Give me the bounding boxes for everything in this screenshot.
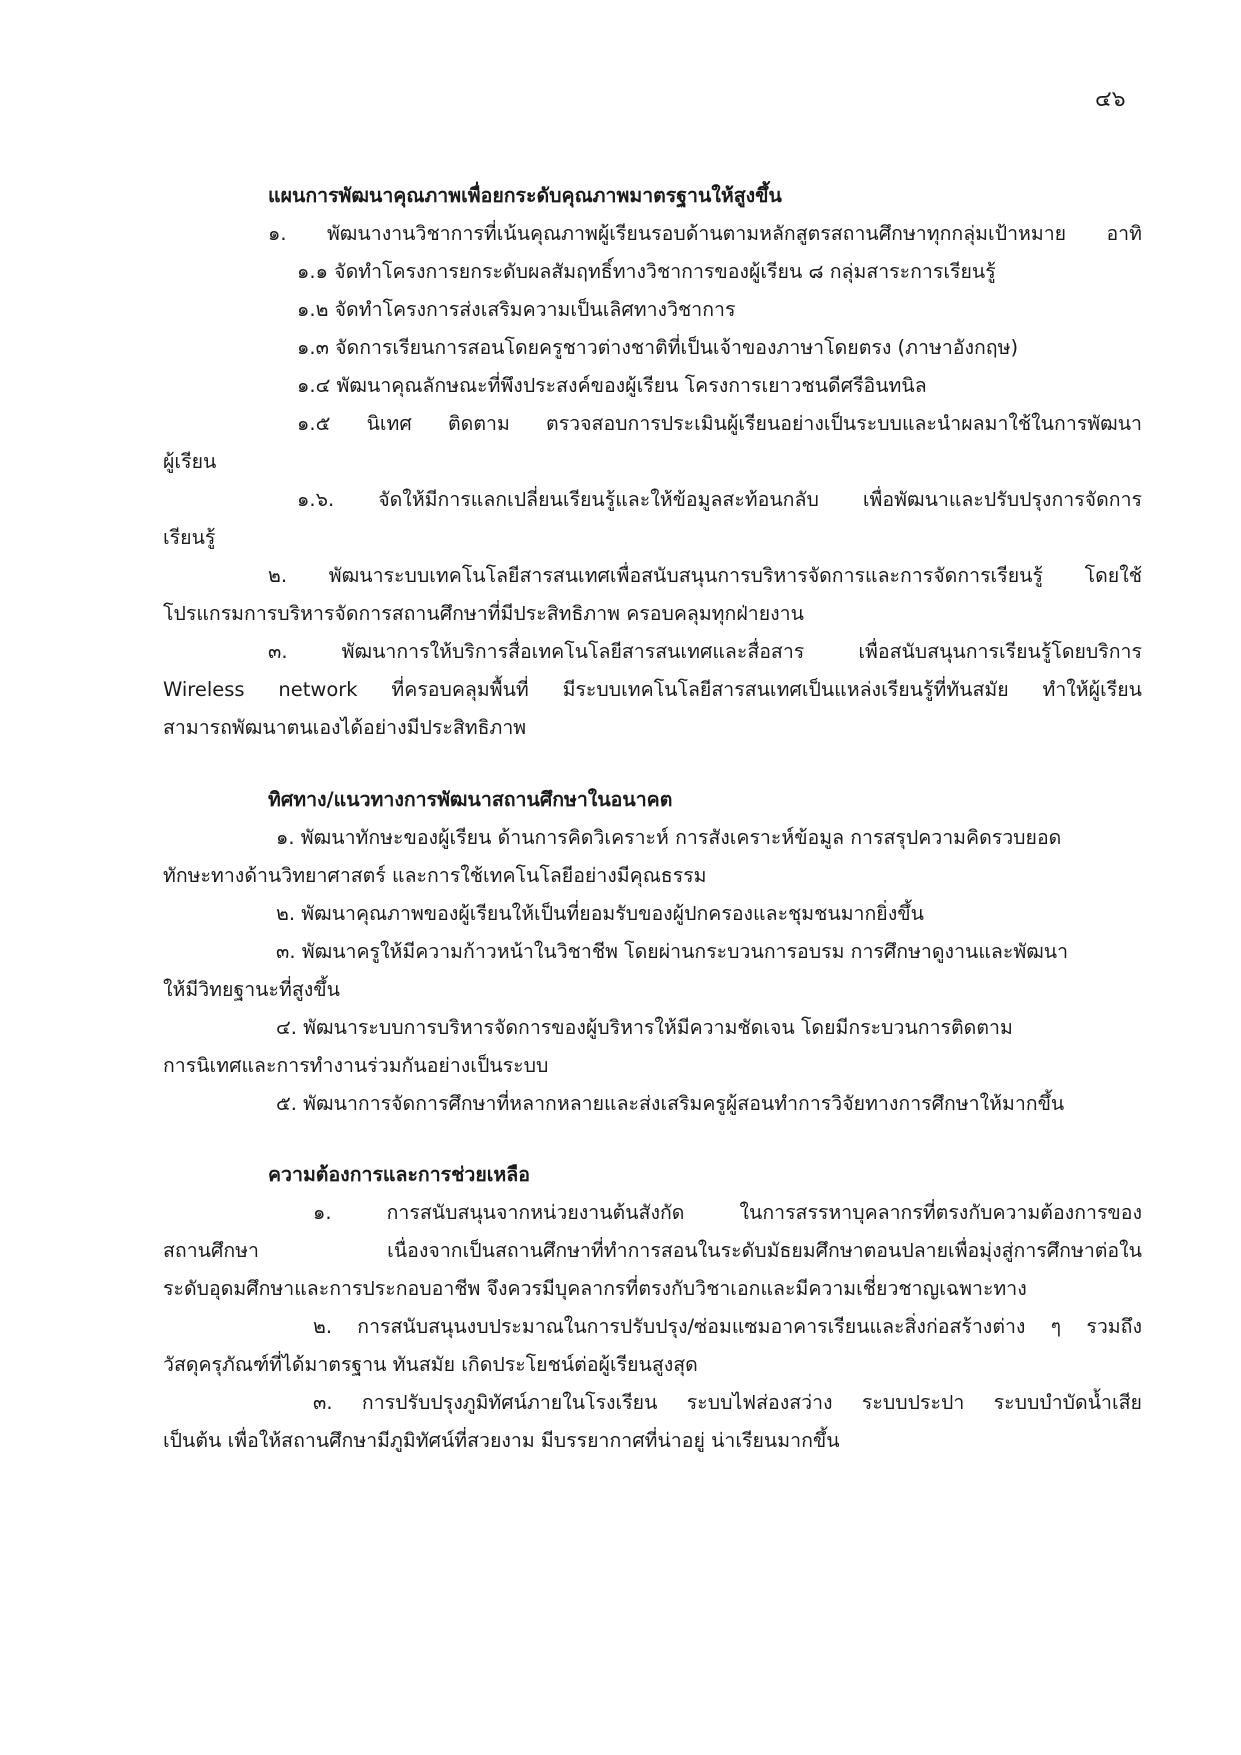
paragraph-line: ๒. การสนับสนุนงบประมาณในการปรับปรุง/ซ่อมแซมอาคารเรียนและสิ่งก่อสร้างต่าง ๆ รวมถึง bbox=[313, 1315, 1142, 1338]
paragraph-line: ๑.๒ จัดทำโครงการส่งเสริมความเป็นเลิศทางวิชาการ bbox=[297, 298, 736, 321]
paragraph-line: การนิเทศและการทำงานร่วมกันอย่างเป็นระบบ bbox=[163, 1054, 549, 1077]
paragraph-line: ๒. พัฒนาคุณภาพของผู้เรียนให้เป็นที่ยอมรับของผู้ปกครองและชุมชนมากยิ่งขึ้น bbox=[276, 902, 924, 925]
section-heading-future-direction: ทิศทาง/แนวทางการพัฒนาสถานศึกษาในอนาคต bbox=[268, 788, 673, 811]
paragraph-line: ๒. พัฒนาระบบเทคโนโลยีสารสนเทศเพื่อสนับสนุนการบริหารจัดการและการจัดการเรียนรู้ โดยใช้ bbox=[268, 564, 1142, 587]
paragraph-line: ๓. พัฒนาครูให้มีความก้าวหน้าในวิชาชีพ โดยผ่านกระบวนการอบรม การศึกษาดูงานและพัฒนา bbox=[276, 940, 1069, 963]
paragraph-line: สถานศึกษา เนื่องจากเป็นสถานศึกษาที่ทำการสอนในระดับมัธยมศึกษาตอนปลายเพื่อมุ่งสู่การศึกษาต่อใน bbox=[163, 1239, 1142, 1262]
paragraph-line: โปรแกรมการบริหารจัดการสถานศึกษาที่มีประสิทธิภาพ ครอบคลุมทุกฝ่ายงาน bbox=[163, 602, 804, 625]
paragraph-line: ทักษะทางด้านวิทยาศาสตร์ และการใช้เทคโนโลยีอย่างมีคุณธรรม bbox=[163, 864, 707, 887]
paragraph-line: ๑. พัฒนาทักษะของผู้เรียน ด้านการคิดวิเคราะห์ การสังเคราะห์ข้อมูล การสรุปความคิดรวบยอด bbox=[276, 826, 1062, 849]
paragraph-line: ระดับอุดมศึกษาและการประกอบอาชีพ จึงควรมีบุคลากรที่ตรงกับวิชาเอกและมีความเชี่ยวชาญเฉพาะทาง bbox=[163, 1277, 1027, 1300]
paragraph-line: ๑. พัฒนางานวิชาการที่เน้นคุณภาพผู้เรียนรอบด้านตามหลักสูตรสถานศึกษาทุกกลุ่มเป้าหมาย อาทิ bbox=[268, 222, 1142, 245]
section-heading-development-plan: แผนการพัฒนาคุณภาพเพื่อยกระดับคุณภาพมาตรฐานให้สูงขึ้น bbox=[268, 184, 782, 207]
paragraph-line: Wireless network ที่ครอบคลุมพื้นที่ มีระบบเทคโนโลยีสารสนเทศเป็นแหล่งเรียนรู้ที่ทันสมัย ทำให้ผู้เรียน bbox=[163, 678, 1142, 701]
paragraph-line: ๓. พัฒนาการให้บริการสื่อเทคโนโลยีสารสนเทศและสื่อสาร เพื่อสนับสนุนการเรียนรู้โดยบริการ bbox=[268, 640, 1142, 663]
paragraph-line: ๔. พัฒนาระบบการบริหารจัดการของผู้บริหารให้มีความชัดเจน โดยมีกระบวนการติดตาม bbox=[276, 1016, 1013, 1039]
paragraph-line: ๑.๔ พัฒนาคุณลักษณะที่พึงประสงค์ของผู้เรียน โครงการเยาวชนดีศรีอินทนิล bbox=[297, 374, 927, 397]
paragraph-line: เรียนรู้ bbox=[163, 526, 216, 549]
paragraph-line: ๕. พัฒนาการจัดการศึกษาที่หลากหลายและส่งเสริมครูผู้สอนทำการวิจัยทางการศึกษาให้มากขึ้น bbox=[276, 1092, 1065, 1115]
paragraph-line: วัสดุครุภัณฑ์ที่ได้มาตรฐาน ทันสมัย เกิดประโยชน์ต่อผู้เรียนสูงสุด bbox=[163, 1353, 698, 1376]
paragraph-line: สามารถพัฒนาตนเองได้อย่างมีประสิทธิภาพ bbox=[163, 716, 527, 739]
paragraph-line: ๑. การสนับสนุนจากหน่วยงานต้นสังกัด ในการสรรหาบุคลากรที่ตรงกับความต้องการของ bbox=[313, 1201, 1142, 1224]
paragraph-line: ให้มีวิทยฐานะที่สูงขึ้น bbox=[163, 978, 340, 1001]
page-number: ๔๖ bbox=[1095, 87, 1126, 112]
paragraph-line: ผู้เรียน bbox=[163, 450, 217, 473]
paragraph-line: ๑.๖. จัดให้มีการแลกเปลี่ยนเรียนรู้และให้ข้อมูลสะท้อนกลับ เพื่อพัฒนาและปรับปรุงการจัดการ bbox=[297, 488, 1142, 511]
paragraph-line: ๑.๕ นิเทศ ติดตาม ตรวจสอบการประเมินผู้เรียนอย่างเป็นระบบและนำผลมาใช้ในการพัฒนา bbox=[297, 412, 1142, 435]
section-heading-needs-assistance: ความต้องการและการช่วยเหลือ bbox=[268, 1163, 530, 1186]
paragraph-line: ๓. การปรับปรุงภูมิทัศน์ภายในโรงเรียน ระบบไฟส่องสว่าง ระบบประปา ระบบบำบัดน้ำเสีย bbox=[313, 1391, 1142, 1414]
paragraph-line: เป็นต้น เพื่อให้สถานศึกษามีภูมิทัศน์ที่สวยงาม มีบรรยากาศที่น่าอยู่ น่าเรียนมากขึ้น bbox=[163, 1429, 840, 1452]
paragraph-line: ๑.๓ จัดการเรียนการสอนโดยครูชาวต่างชาติที่เป็นเจ้าของภาษาโดยตรง (ภาษาอังกฤษ) bbox=[297, 336, 1019, 359]
paragraph-line: ๑.๑ จัดทำโครงการยกระดับผลสัมฤทธิ์ทางวิชาการของผู้เรียน ๘ กลุ่มสาระการเรียนรู้ bbox=[297, 260, 996, 283]
